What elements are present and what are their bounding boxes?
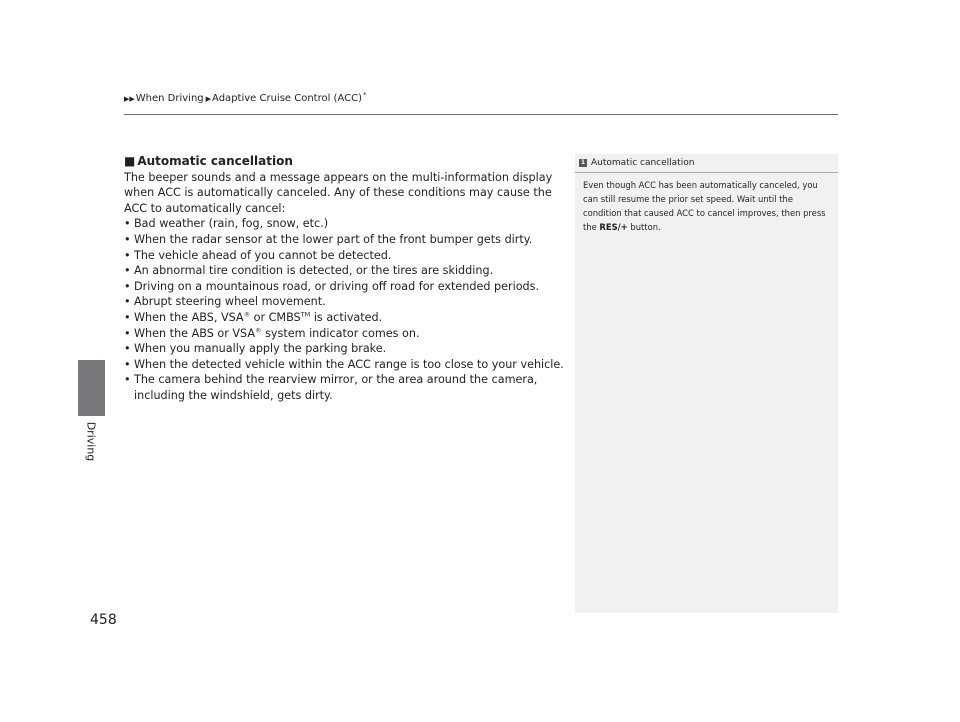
bullet-icon: • [124,310,131,324]
chapter-label [77,420,105,462]
list-item [124,263,564,279]
res-button-label: RES/+ [599,222,628,232]
chapter-label-text: Driving [84,421,98,461]
breadcrumb-item[interactable]: When Driving [135,93,204,104]
list-item [124,310,564,326]
side-note-text-end: button. [630,222,661,232]
list-item-text: When the detected vehicle within the ACC range is too close to your vehicle. [134,357,564,371]
condition-list [124,216,564,403]
side-note-text: Even though ACC has been automatically canceled, you can still resume the prior set speed. Wait until the condition that caused ACC to cancel improves, then press the [583,180,826,232]
list-item-text: Abrupt steering wheel movement. [134,295,326,309]
list-item [124,357,564,373]
side-note-header [575,154,838,173]
list-item [124,248,564,264]
square-bullet-icon: ■ [124,154,136,168]
section-intro: The beeper sounds and a message appears on the multi-information display when ACC is automatically canceled. Any of these conditions may cause the ACC to automatically cancel: [124,170,553,215]
chapter-tab [78,360,105,416]
breadcrumb [124,90,367,104]
bullet-icon: • [124,342,131,356]
breadcrumb-item[interactable]: Adaptive Cruise Control (ACC) [212,93,362,104]
header-divider [124,114,838,115]
bullet-icon: • [124,264,131,278]
list-item-text: When the radar sensor at the lower part of the front bumper gets dirty. [134,232,533,246]
bullet-icon: • [124,217,131,231]
bullet-icon: • [124,279,131,293]
list-item [124,372,564,403]
breadcrumb-footnote-marker: * [363,90,367,99]
side-note-body [583,178,833,234]
bullet-icon: • [124,232,131,246]
bullet-icon: • [124,248,131,262]
list-item [124,294,564,310]
list-item [124,326,564,342]
bullet-icon: • [124,357,131,371]
list-item-text: The vehicle ahead of you cannot be detected. [134,248,392,262]
bullet-icon: • [124,326,131,340]
list-item [124,232,564,248]
list-item-text: An abnormal tire condition is detected, or the tires are skidding. [134,264,494,278]
list-item-text: The camera behind the rearview mirror, or the area around the camera, including the windshield, gets dirty. [134,373,538,402]
breadcrumb-arrow-icon: ▶▶ [124,94,135,103]
list-item-text: When you manually apply the parking brake. [134,342,387,356]
list-item [124,216,564,232]
list-item-text: When the ABS or VSA® system indicator comes on. [134,325,420,340]
bullet-icon: • [124,373,131,387]
main-content [124,154,564,404]
section-heading [124,154,564,170]
list-item [124,279,564,295]
list-item [124,341,564,357]
breadcrumb-arrow-icon: ▶ [205,94,212,103]
list-item-text: Bad weather (rain, fog, snow, etc.) [134,217,329,231]
page-number: 458 [90,612,117,628]
note-number-icon: 1 [580,159,586,166]
list-item-text: Driving on a mountainous road, or driving off road for extended periods. [134,279,540,293]
section-heading-text: Automatic cancellation [137,154,293,168]
side-note-panel [575,154,838,613]
list-item-text: When the ABS, VSA® or CMBS™ is activated. [134,310,383,324]
bullet-icon: • [124,295,131,309]
side-note-title: Automatic cancellation [591,158,695,168]
